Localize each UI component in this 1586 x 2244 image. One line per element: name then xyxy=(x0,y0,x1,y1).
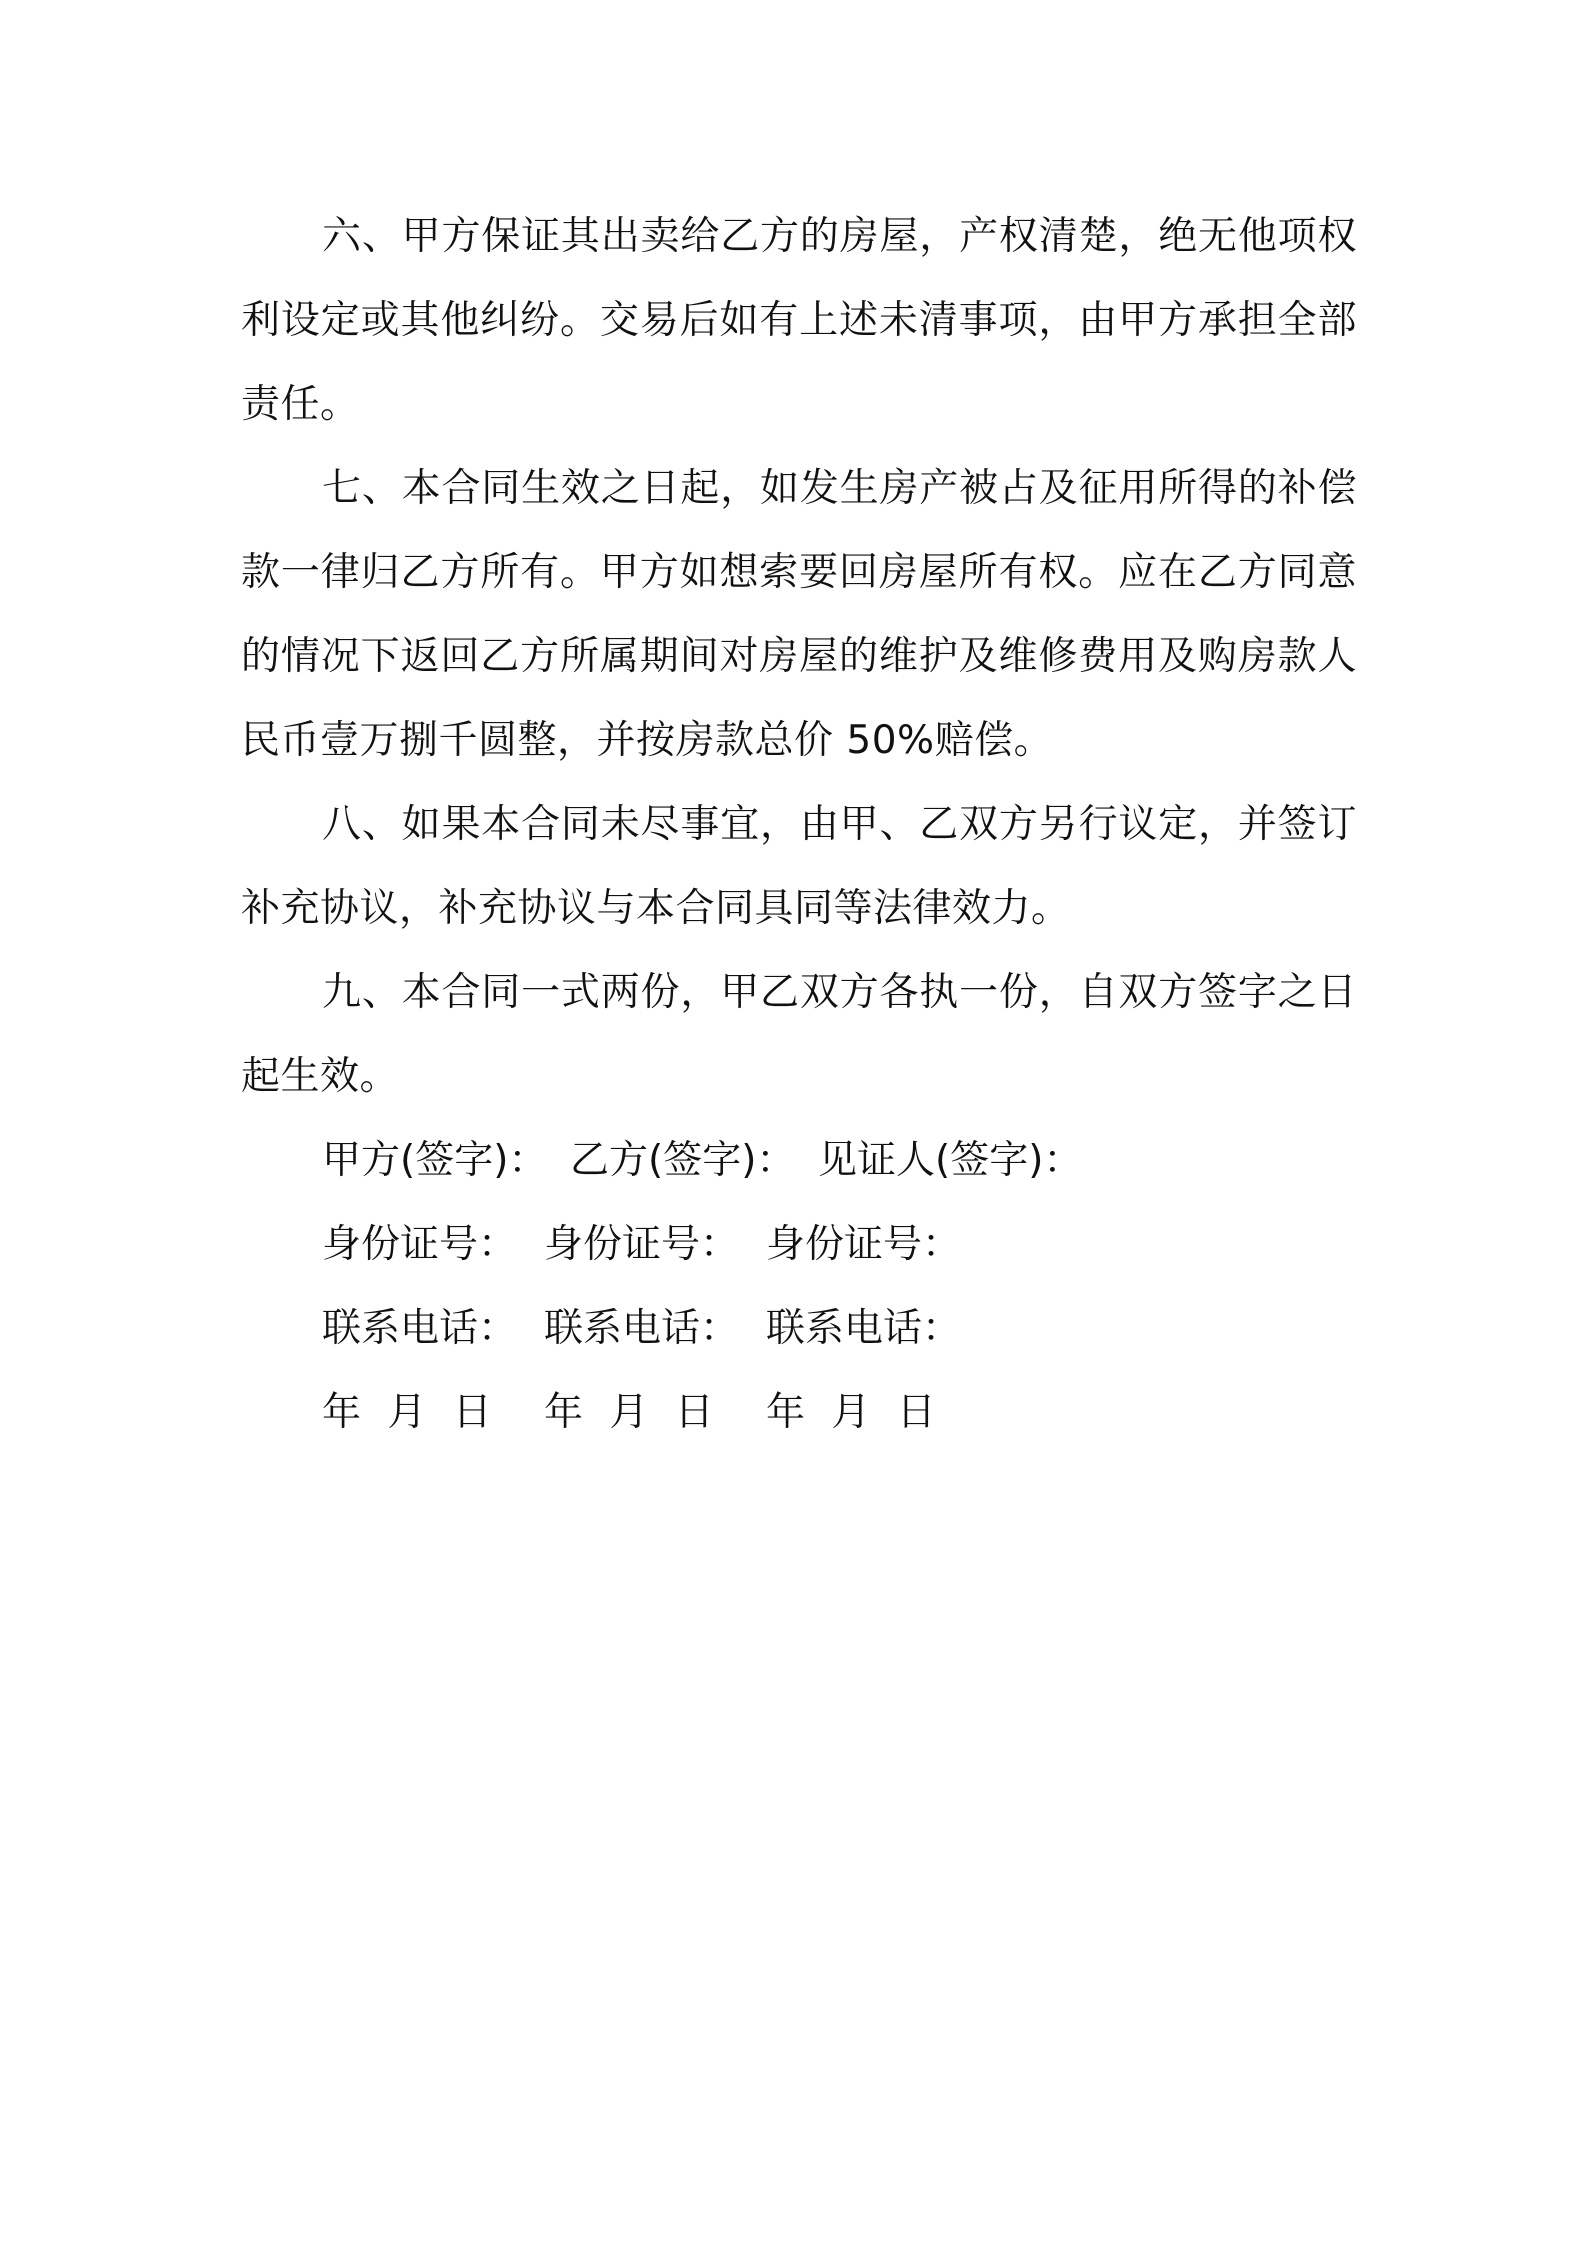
clause-nine: 九、本合同一式两份，甲乙双方各执一份，自双方签字之日起生效。 xyxy=(241,970,1357,1099)
witness-id-label: 身份证号： xyxy=(766,1222,962,1267)
clause-eight: 八、如果本合同未尽事宜，由甲、乙双方另行议定，并签订补充协议，补充协议与本合同具同等法律效力。 xyxy=(241,802,1357,931)
witness-phone-label: 联系电话： xyxy=(766,1306,962,1351)
party-a-phone-label: 联系电话： xyxy=(322,1306,518,1351)
party-b-id-label: 身份证号： xyxy=(544,1222,740,1267)
clause-seven: 七、本合同生效之日起，如发生房产被占及征用所得的补偿款一律归乙方所有。甲方如想索要回房屋所有权。应在乙方同意的情况下返回乙方所属期间对房屋的维护及维修费用及购房款人民币壹万捌千圆整，并按房款总价 50%赔偿。 xyxy=(241,466,1357,763)
party-b-signature-label: 乙方(签字)： xyxy=(570,1138,796,1183)
id-number-row xyxy=(241,1203,1357,1287)
signature-block xyxy=(241,1119,1357,1455)
date-row xyxy=(241,1371,1357,1455)
party-b-date-label: 年 月 日 xyxy=(544,1390,714,1435)
signature-row xyxy=(241,1119,1357,1203)
witness-date-label: 年 月 日 xyxy=(766,1390,936,1435)
clause-six: 六、甲方保证其出卖给乙方的房屋，产权清楚，绝无他项权利设定或其他纠纷。交易后如有上述未清事项，由甲方承担全部责任。 xyxy=(241,214,1357,427)
party-b-phone-label: 联系电话： xyxy=(544,1306,740,1351)
document-body xyxy=(241,195,1357,1455)
witness-signature-label: 见证人(签字)： xyxy=(818,1138,1083,1183)
party-a-signature-label: 甲方(签字)： xyxy=(322,1138,548,1183)
party-a-id-label: 身份证号： xyxy=(322,1222,518,1267)
phone-row xyxy=(241,1287,1357,1371)
party-a-date-label: 年 月 日 xyxy=(322,1390,492,1435)
